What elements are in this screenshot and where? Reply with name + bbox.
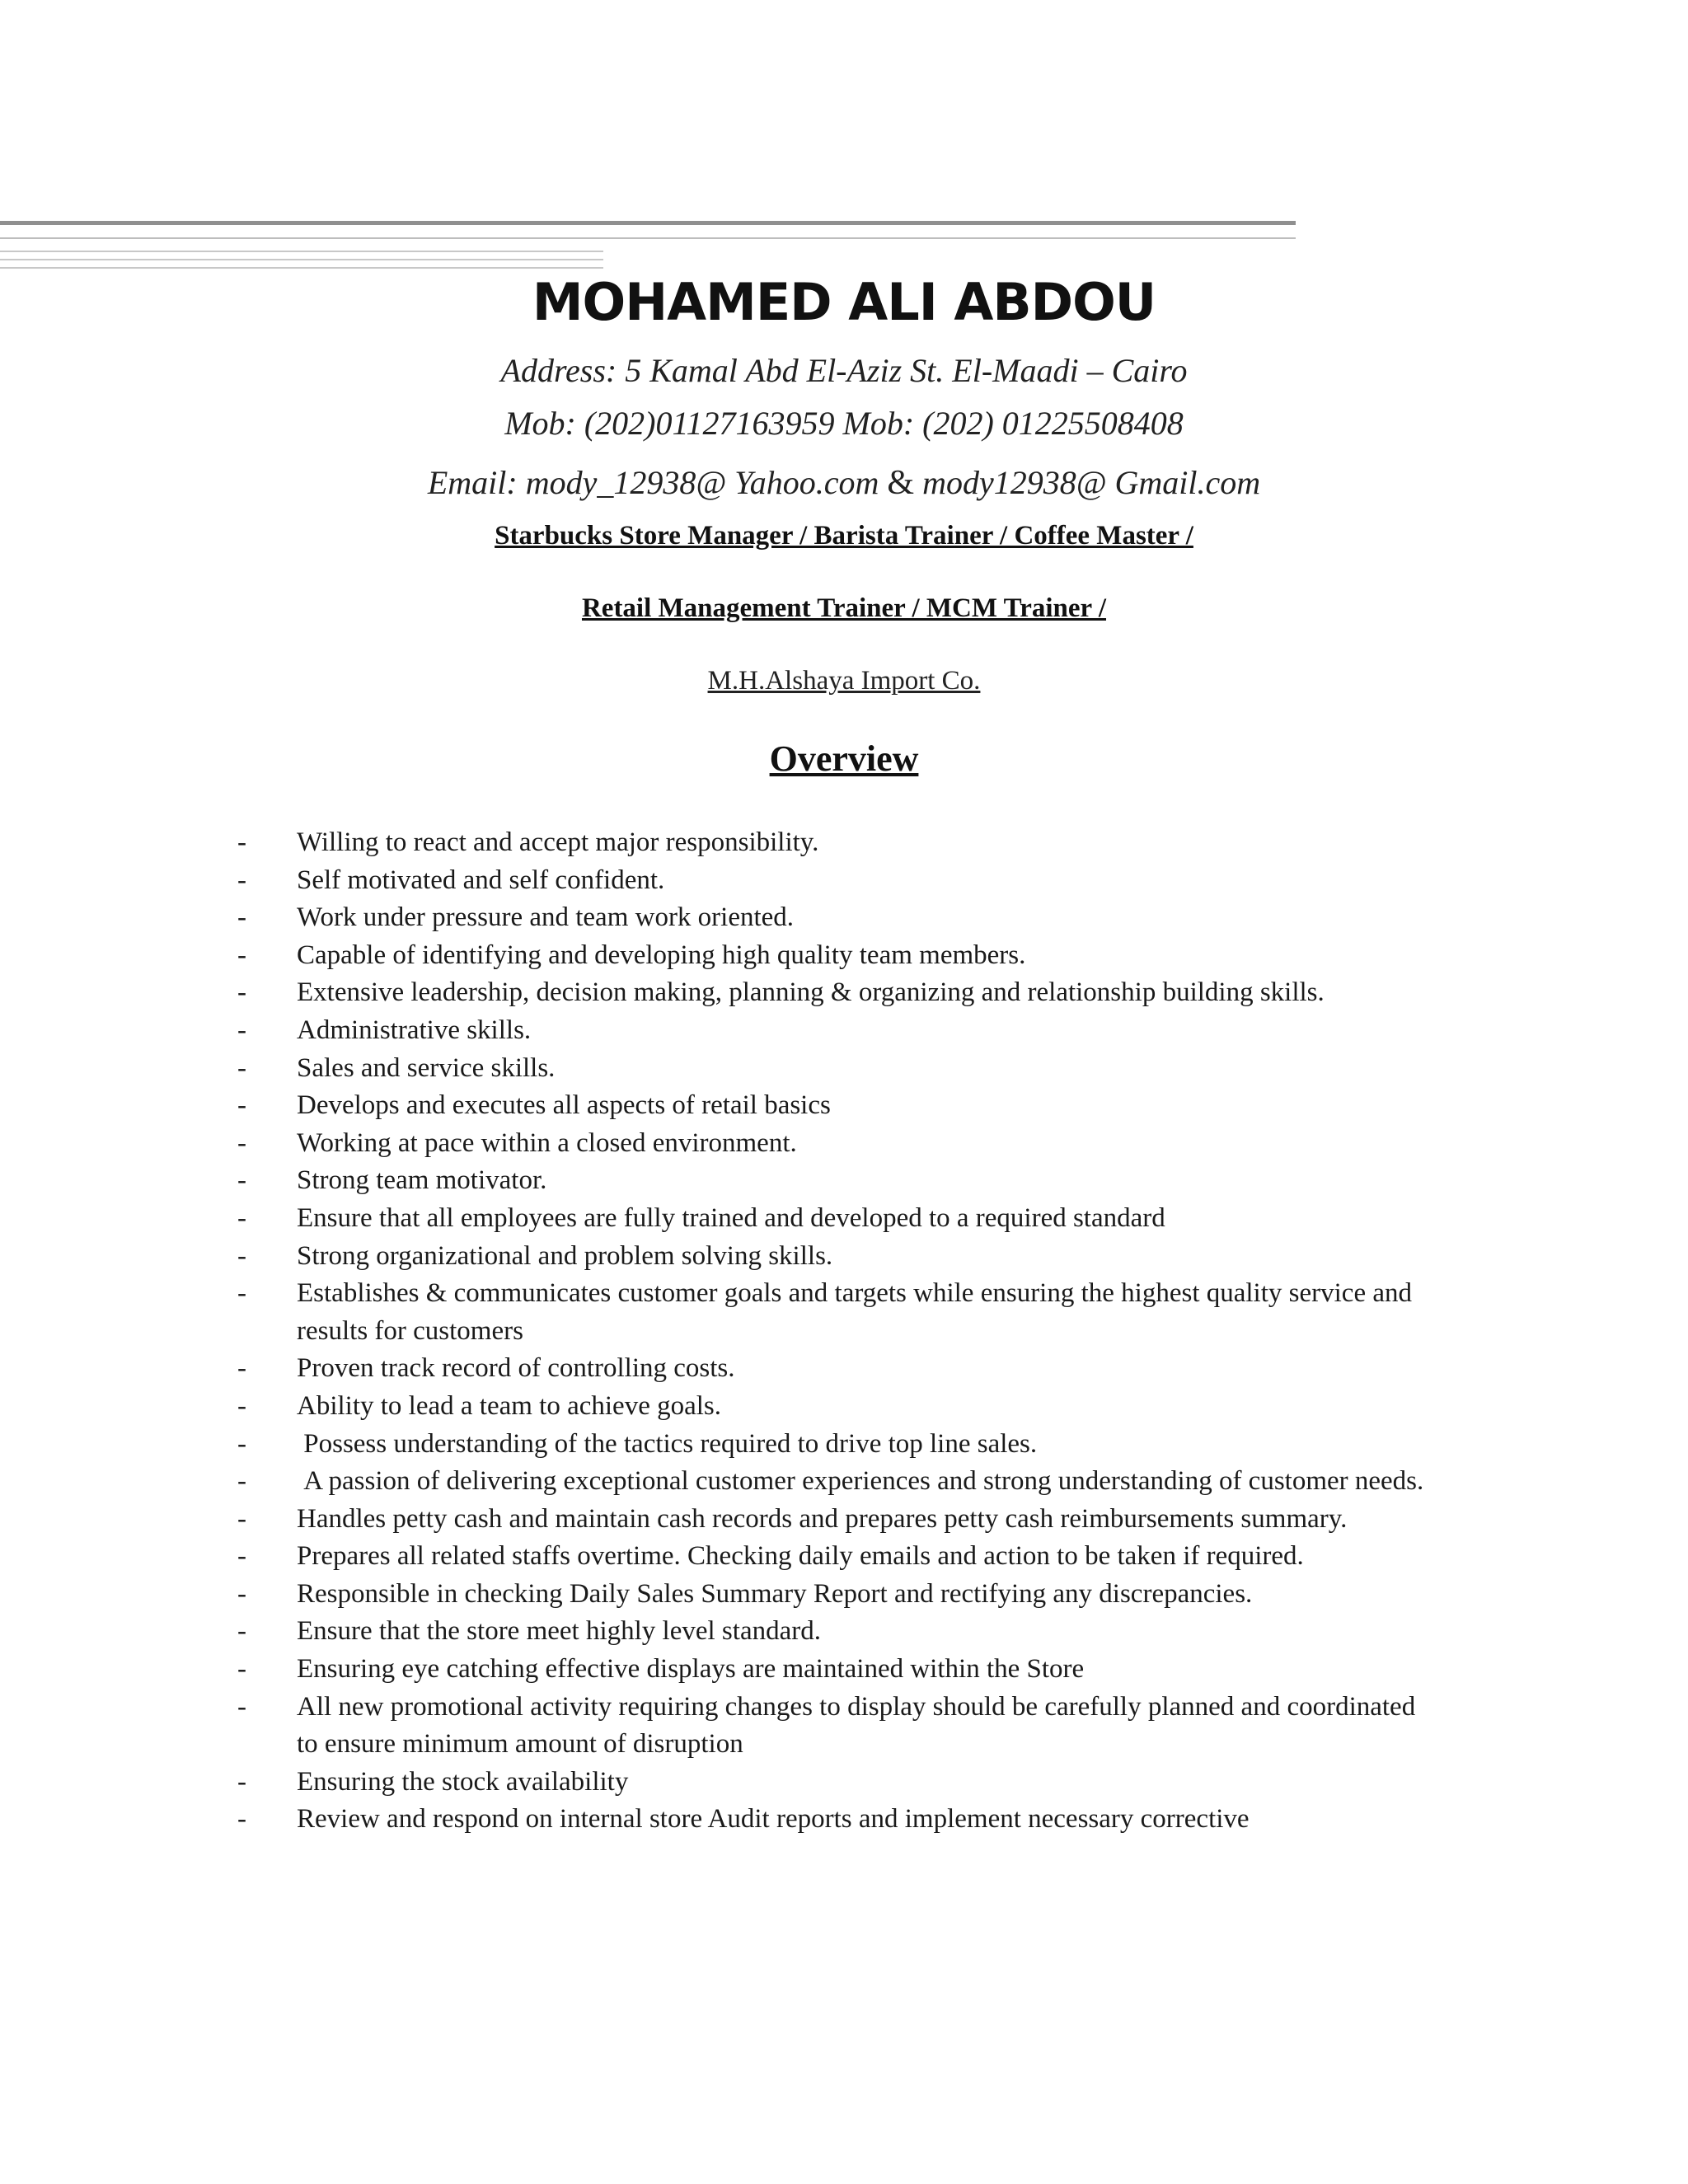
overview-item-text: Responsible in checking Daily Sales Summary Report and rectifying any discrepancies. — [297, 1578, 1253, 1609]
overview-item — [0, 899, 1688, 937]
company-name: M.H.Alshaya Import Co. — [707, 666, 981, 696]
overview-item — [0, 1388, 1688, 1426]
overview-item — [0, 1764, 1688, 1802]
bullet-dash: - — [237, 1127, 246, 1158]
email-secondary: mody12938@ Gmail.com — [914, 464, 1261, 501]
address-line: Address: 5 Kamal Abd El-Aziz St. El-Maadi – Cairo — [500, 352, 1188, 389]
overview-item — [0, 1162, 1688, 1200]
bullet-dash: - — [237, 1390, 246, 1421]
overview-item — [0, 1651, 1688, 1689]
header-rule-top — [0, 221, 1296, 225]
overview-item-text: Ability to lead a team to achieve goals. — [297, 1390, 721, 1421]
overview-item-text: Possess understanding of the tactics required to drive top line sales. — [297, 1428, 1038, 1459]
email-line — [0, 463, 1688, 503]
overview-item-text: Strong organizational and problem solving skills. — [297, 1240, 833, 1271]
bullet-dash: - — [237, 1240, 246, 1271]
email-primary: Email: mody_12938@ Yahoo.com — [427, 464, 888, 501]
overview-item-text: Ensure that all employees are fully trained and developed to a required standard — [297, 1202, 1165, 1233]
overview-item — [0, 1087, 1688, 1125]
overview-item-text: All new promotional activity requiring changes to display should be carefully planned and coordinated to ensure minimum amount of disruption — [297, 1691, 1423, 1760]
overview-item — [0, 1426, 1688, 1464]
overview-item — [0, 1050, 1688, 1088]
overview-item — [0, 1576, 1688, 1614]
overview-item-text: Handles petty cash and maintain cash records and prepares petty cash reimbursements summary. — [297, 1503, 1348, 1534]
bullet-dash: - — [237, 1428, 246, 1459]
bullet-dash: - — [237, 1090, 246, 1121]
bullet-dash: - — [237, 1165, 246, 1196]
overview-item — [0, 1463, 1688, 1501]
overview-item-text: Administrative skills. — [297, 1015, 532, 1045]
mobile-line: Mob: (202)01127163959 Mob: (202) 01225508408 — [504, 405, 1184, 442]
overview-item — [0, 1350, 1688, 1388]
bullet-dash: - — [237, 1052, 246, 1083]
candidate-name: MOHAMED ALI ABDOU — [532, 272, 1156, 332]
overview-item — [0, 1275, 1688, 1350]
overview-item-text: Sales and service skills. — [297, 1052, 556, 1083]
bullet-dash: - — [237, 1804, 246, 1835]
bullet-dash: - — [237, 1578, 246, 1609]
header-rule-thin — [0, 237, 1296, 239]
overview-item-text: Self motivated and self confident. — [297, 865, 665, 895]
bullet-dash: - — [237, 865, 246, 895]
overview-item — [0, 1801, 1688, 1839]
overview-item — [0, 824, 1688, 862]
bullet-dash: - — [237, 1278, 246, 1309]
bullet-dash: - — [237, 1541, 246, 1572]
overview-item-text: Ensuring eye catching effective displays are maintained within the Store — [297, 1654, 1085, 1685]
overview-item — [0, 974, 1688, 1012]
job-title-line-2: Retail Management Trainer / MCM Trainer / — [581, 593, 1107, 623]
overview-item — [0, 1125, 1688, 1163]
overview-item — [0, 1538, 1688, 1576]
bullet-dash: - — [237, 940, 246, 970]
bullet-dash: - — [237, 1654, 246, 1685]
overview-item-text: Work under pressure and team work oriented. — [297, 902, 795, 933]
header-rule-short-2 — [0, 259, 603, 260]
overview-item — [0, 937, 1688, 975]
overview-item — [0, 1200, 1688, 1238]
overview-item-text: Ensure that the store meet highly level standard. — [297, 1616, 821, 1647]
bullet-dash: - — [237, 1015, 246, 1045]
overview-heading: Overview — [769, 738, 919, 779]
overview-item-text: Develops and executes all aspects of retail basics — [297, 1090, 831, 1121]
overview-item-text: Review and respond on internal store Audit reports and implement necessary corrective — [297, 1804, 1250, 1835]
overview-item-text: Willing to react and accept major responsibility. — [297, 827, 819, 857]
overview-item-text: Capable of identifying and developing high quality team members. — [297, 940, 1026, 970]
bullet-dash: - — [237, 977, 246, 1008]
bullet-dash: - — [237, 1691, 246, 1722]
overview-item-text: Prepares all related staffs overtime. Checking daily emails and action to be taken if required. — [297, 1541, 1304, 1572]
overview-list — [0, 824, 1688, 1839]
overview-item-text: A passion of delivering exceptional customer experiences and strong understanding of customer needs. — [297, 1466, 1424, 1497]
overview-item-text: Proven track record of controlling costs. — [297, 1353, 735, 1384]
overview-item-text: Ensuring the stock availability — [297, 1766, 629, 1797]
email-ampersand: & — [887, 464, 915, 502]
header-rule-short-3 — [0, 267, 603, 269]
overview-item-text: Establishes & communicates customer goals and targets while ensuring the highest quality service and results for customers — [297, 1278, 1419, 1346]
overview-item-text: Extensive leadership, decision making, planning & organizing and relationship building skills. — [297, 977, 1325, 1008]
bullet-dash: - — [237, 1766, 246, 1797]
overview-item-text: Working at pace within a closed environment. — [297, 1127, 797, 1158]
overview-item — [0, 1238, 1688, 1276]
bullet-dash: - — [237, 1616, 246, 1647]
overview-item — [0, 1613, 1688, 1651]
overview-item-text: Strong team motivator. — [297, 1165, 547, 1196]
bullet-dash: - — [237, 1466, 246, 1497]
bullet-dash: - — [237, 827, 246, 857]
bullet-dash: - — [237, 902, 246, 933]
job-title-line-1: Starbucks Store Manager / Barista Trainer / Coffee Master / — [495, 521, 1193, 551]
bullet-dash: - — [237, 1353, 246, 1384]
overview-item — [0, 1501, 1688, 1539]
overview-item — [0, 1689, 1688, 1764]
bullet-dash: - — [237, 1503, 246, 1534]
bullet-dash: - — [237, 1202, 246, 1233]
overview-item — [0, 1012, 1688, 1050]
header-rule-short-1 — [0, 251, 603, 252]
overview-item — [0, 862, 1688, 900]
